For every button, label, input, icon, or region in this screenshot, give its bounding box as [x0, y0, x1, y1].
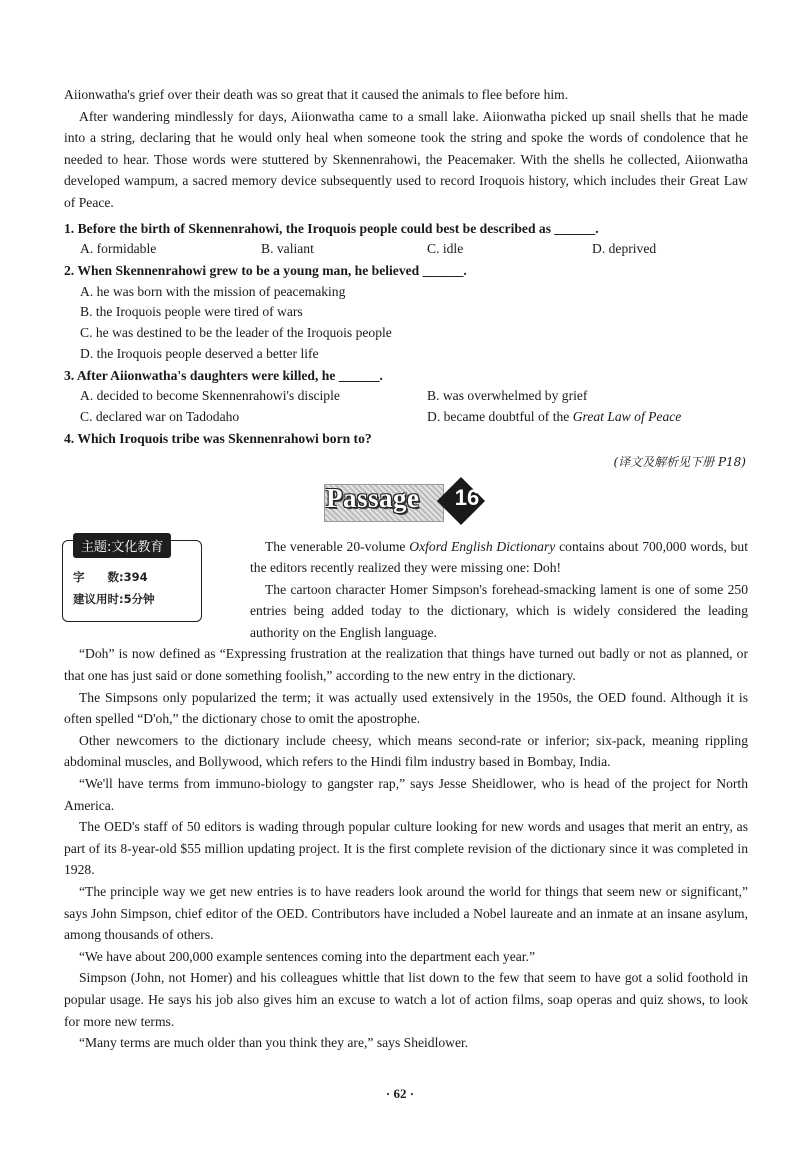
passage16-paragraph-10: Simpson (John, not Homer) and his colleagues whittle that list down to the few that seem to have got a solid foothold in popular usage. He says his job also gives him an excuse to watch a lot of action films, soap operas and quiz shows, to look for more new terms.	[64, 970, 748, 1029]
q1-option-a: A. formidable	[80, 241, 157, 257]
passage16-paragraph-7: The OED's staff of 50 editors is wading through popular culture looking for new words and usages that merit an entry, as part of its 8-year-old $55 million updating project. It is the first complete revision of the dictionary since it was completed in 1928.	[64, 819, 748, 878]
page-content	[64, 84, 748, 1054]
q2-option-b: B. the Iroquois people were tired of wars	[80, 304, 303, 320]
question-1-options	[64, 239, 748, 260]
question-2-stem: 2. When Skennenrahowi grew to be a young man, he believed ______.	[64, 262, 467, 278]
passage16-paragraph-1: The venerable 20-volume Oxford English Dictionary contains about 700,000 words, but the editors recently realized they were missing one: Doh!	[250, 538, 748, 576]
passage16-paragraph-9: “We have about 200,000 example sentences coming into the department each year.”	[79, 948, 536, 964]
q3-option-c: C. declared war on Tadodaho	[80, 409, 240, 425]
reference-note: (译文及解析见下册 P18)	[613, 454, 746, 469]
q2-option-d: D. the Iroquois people deserved a better life	[80, 345, 319, 361]
q2-option-a: A. he was born with the mission of peacemaking	[80, 283, 346, 299]
passage16-paragraph-3: “Doh” is now defined as “Expressing frustration at the realization that things have turned out badly or not as planned, or that one has just said or done something foolish,” according to the new entry in the dictionary.	[64, 646, 748, 684]
word-count: 字 数:394	[73, 569, 148, 584]
q1-option-d: D. deprived	[592, 241, 657, 257]
passage-info-box	[62, 540, 202, 622]
q2-option-c: C. he was destined to be the leader of the Iroquois people	[80, 325, 392, 341]
q3-options-row-1	[64, 386, 748, 407]
theme-label: 主题:文化教育	[73, 533, 171, 558]
passage16-paragraph-4: The Simpsons only popularized the term; it was actually used extensively in the 1950s, the OED found. Although it is often spelled “D'oh,” the dictionary chose to omit the apostrophe.	[64, 689, 748, 727]
q1-option-b: B. valiant	[261, 241, 314, 257]
passage16-paragraph-11: “Many terms are much older than you think they are,” says Sheidlower.	[79, 1035, 469, 1051]
passage-16-body	[64, 536, 748, 1054]
passage16-paragraph-8: “The principle way we get new entries is to have readers look around the world for things that seem new or significant,” says John Simpson, chief editor of the OED. Contributors have included a Nobel laureate and an inmate at an insane asylum, among thousands of others.	[64, 884, 748, 943]
q3-option-b: B. was overwhelmed by grief	[427, 388, 588, 404]
passage15-paragraph-2: After wandering mindlessly for days, Aiionwatha came to a small lake. Aiionwatha picked up snail shells that he made into a string, declaring that he would only heal when someone took the string and spoke the words of condolence that he needed to hear. Those words were stuttered by Skennenrahowi, the Peacemaker. With the shells he collected, Aiionwatha developed wampum, a sacred memory device subsequently used to record Iroquois history, which includes their Great Law of Peace.	[64, 108, 748, 210]
passage16-paragraph-5: Other newcomers to the dictionary include cheesy, which means second-rate or inferior; six-pack, meaning rippling abdominal muscles, and Bollywood, which refers to the Hindi film industry based in Bombay, India.	[64, 732, 748, 770]
question-3-stem: 3. After Aiionwatha's daughters were killed, he ______.	[64, 367, 383, 383]
q1-option-c: C. idle	[427, 241, 464, 257]
page-number: · 62 ·	[385, 1086, 415, 1101]
banner-number: 16	[454, 484, 480, 510]
question-2	[64, 260, 748, 365]
passage15-paragraph-1: Aiionwatha's grief over their death was so great that it caused the animals to flee before him.	[64, 87, 569, 102]
question-3	[64, 365, 748, 428]
passage-16-intro	[250, 536, 748, 644]
q3-option-d: D. became doubtful of the Great Law of Peace	[427, 409, 682, 425]
question-1-stem: 1. Before the birth of Skennenrahowi, the Iroquois people could best be described as ______.	[64, 220, 599, 236]
question-1	[64, 218, 748, 260]
q3-option-a: A. decided to become Skennenrahowi's disciple	[80, 388, 340, 404]
banner-title: Passage	[326, 482, 420, 513]
passage16-paragraph-2: The cartoon character Homer Simpson's forehead-smacking lament is one of some 250 entries being added today to the dictionary, which is widely considered the leading authority on the English language.	[250, 581, 748, 640]
suggested-time: 建议用时:5分钟	[73, 591, 155, 606]
passage16-paragraph-6: “We'll have terms from immuno-biology to gangster rap,” says Jesse Sheidlower, who is head of the project for North America.	[64, 776, 748, 813]
question-4-stem: 4. Which Iroquois tribe was Skennenrahowi born to?	[64, 430, 372, 446]
passage-16-banner	[64, 476, 748, 536]
q3-options-row-2	[64, 407, 748, 428]
